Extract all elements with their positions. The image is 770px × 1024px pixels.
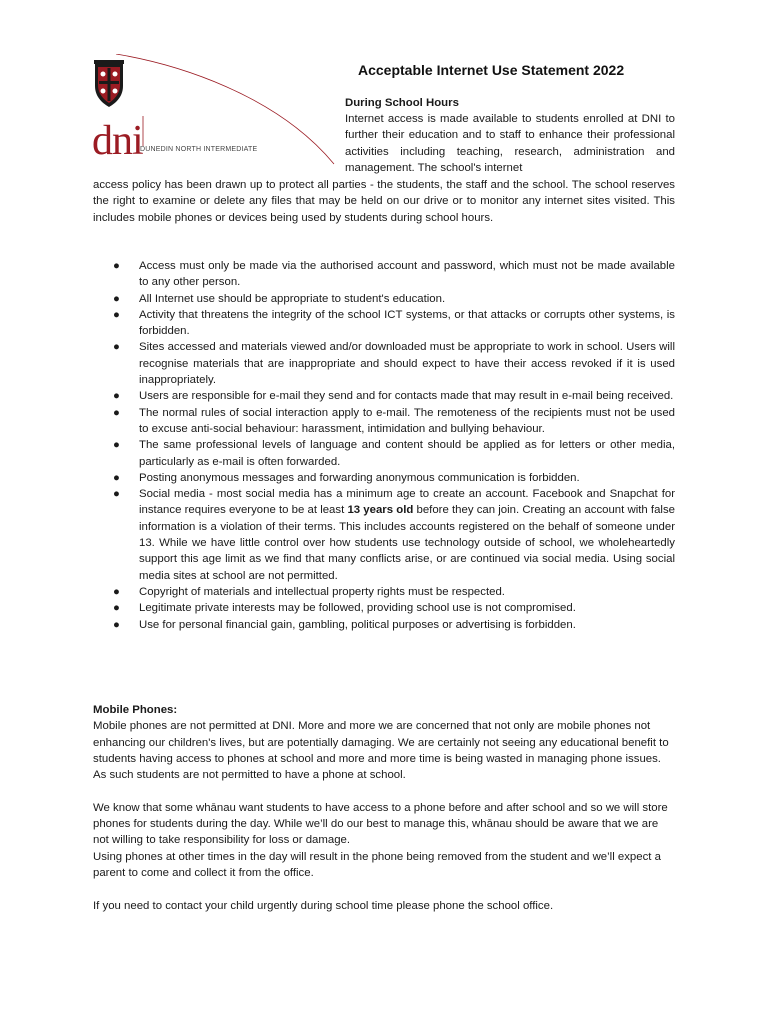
bullet-icon: ● — [113, 439, 120, 452]
list-item — [93, 291, 675, 307]
list-item — [93, 307, 675, 340]
list-item — [93, 600, 675, 616]
bullet-icon: ● — [113, 341, 120, 354]
list-item — [93, 584, 675, 600]
school-logo — [86, 54, 336, 184]
mobile-phones-section — [93, 702, 675, 930]
rule-text: Sites accessed and materials viewed and/or downloaded must be appropriate to work in school. Users will recognise materials that are inappropriate and should expect to have their access revoked if it is used inappropriately. — [139, 341, 675, 387]
intro-paragraph-right: Internet access is made available to students enrolled at DNI to further their education and to staff to enhance their professional activities including teaching, research, administration and management. The school's internet — [345, 113, 675, 174]
rule-text: The same professional levels of language and content should be applied as for letters or other media, particularly as e-mail is often forwarded. — [139, 439, 675, 468]
rule-text: Legitimate private interests may be followed, providing school use is not compromised. — [139, 602, 576, 615]
rules-list — [93, 258, 675, 633]
document-title: Acceptable Internet Use Statement 2022 — [358, 62, 625, 78]
mobile-paragraph-1: Mobile phones are not permitted at DNI. More and more we are concerned that not only are mobile phones not enhancing our children's lives, but are potentially damaging. We are certainly not seeing any educational benefit to students having access to phones at school and more and more time is being wasted in managing phone issues. As such students are not permitted to have a phone at school. — [93, 720, 669, 782]
list-item — [93, 437, 675, 470]
list-item — [93, 405, 675, 438]
rule-text-social-before: Social media - most social media has a minimum age to create an account. Facebook and Snapchat for instance requires everyone to be at least — [139, 488, 675, 517]
rule-text: The normal rules of social interaction apply to e-mail. The remoteness of the recipients must not be used to excuse anti-social behaviour: harassment, intimidation and bullying behaviour. — [139, 406, 675, 435]
mobile-paragraph-2b: Using phones at other times in the day will result in the phone being removed from the student and we’ll expect a parent to come and collect it from the office. — [93, 850, 661, 879]
rule-text: Copyright of materials and intellectual property rights must be respected. — [139, 585, 505, 598]
bullet-icon: ● — [113, 406, 120, 419]
rule-text: Users are responsible for e-mail they send and for contacts made that may result in e-mail being received. — [139, 390, 674, 403]
bullet-icon: ● — [113, 618, 120, 631]
list-item — [93, 258, 675, 291]
mobile-paragraph-2a: We know that some whānau want students to have access to a phone before and after school and so we will store phones for students during the day. While we’ll do our best to manage this, whānau should be aware that we are not willing to take responsibility for loss or damage. — [93, 801, 668, 847]
bullet-icon: ● — [113, 292, 120, 305]
bullet-icon: ● — [113, 585, 120, 598]
mobile-paragraph-3: If you need to contact your child urgently during school time please phone the school office. — [93, 899, 554, 912]
bullet-icon: ● — [113, 488, 120, 501]
mobile-phones-heading: Mobile Phones: — [93, 704, 178, 716]
rule-text: Posting anonymous messages and forwarding anonymous communication is forbidden. — [139, 471, 580, 484]
bullet-icon: ● — [113, 308, 120, 321]
crest-icon — [92, 60, 126, 108]
rule-text: Activity that threatens the integrity of the school ICT systems, or that attacks or corrupts other systems, is forbidden. — [139, 308, 675, 338]
rule-text-social-after: before they can join. Creating an account with false information is a violation of their terms. This includes accounts registered on the behalf of someone under 13. While we have little control over how students use technology outside of school, we wholeheartedly support this age limit as we find that many conflicts arise, or are continued via social media. Using social media sites at school are not permitted. — [139, 504, 675, 582]
logo-wordmark: dni — [92, 118, 143, 164]
intro-paragraph-full: access policy has been drawn up to protect all parties - the students, the staff and the school. The school reserves the right to examine or delete any files that may be held on our drive or to monitor any internet sites visited. This includes mobile phones or devices being used by students during school hours. — [93, 179, 675, 224]
bullet-icon: ● — [113, 260, 120, 272]
bullet-icon: ● — [113, 471, 120, 484]
bullet-icon: ● — [113, 602, 120, 615]
logo-subtitle: DUNEDIN NORTH INTERMEDIATE — [140, 146, 258, 153]
rule-text-age-limit: 13 years old — [347, 504, 414, 517]
list-item — [93, 339, 675, 388]
list-item — [93, 388, 675, 404]
list-item — [93, 470, 675, 486]
rule-text: Use for personal financial gain, gambling, political purposes or advertising is forbidden. — [139, 618, 576, 631]
intro-heading: During School Hours — [345, 97, 459, 109]
list-item — [93, 486, 675, 584]
rule-text: All Internet use should be appropriate to student's education. — [139, 292, 446, 305]
list-item — [93, 617, 675, 633]
rule-text: Access must only be made via the authorised account and password, which must not be made available to any other person. — [139, 260, 675, 289]
bullet-icon: ● — [113, 390, 120, 403]
